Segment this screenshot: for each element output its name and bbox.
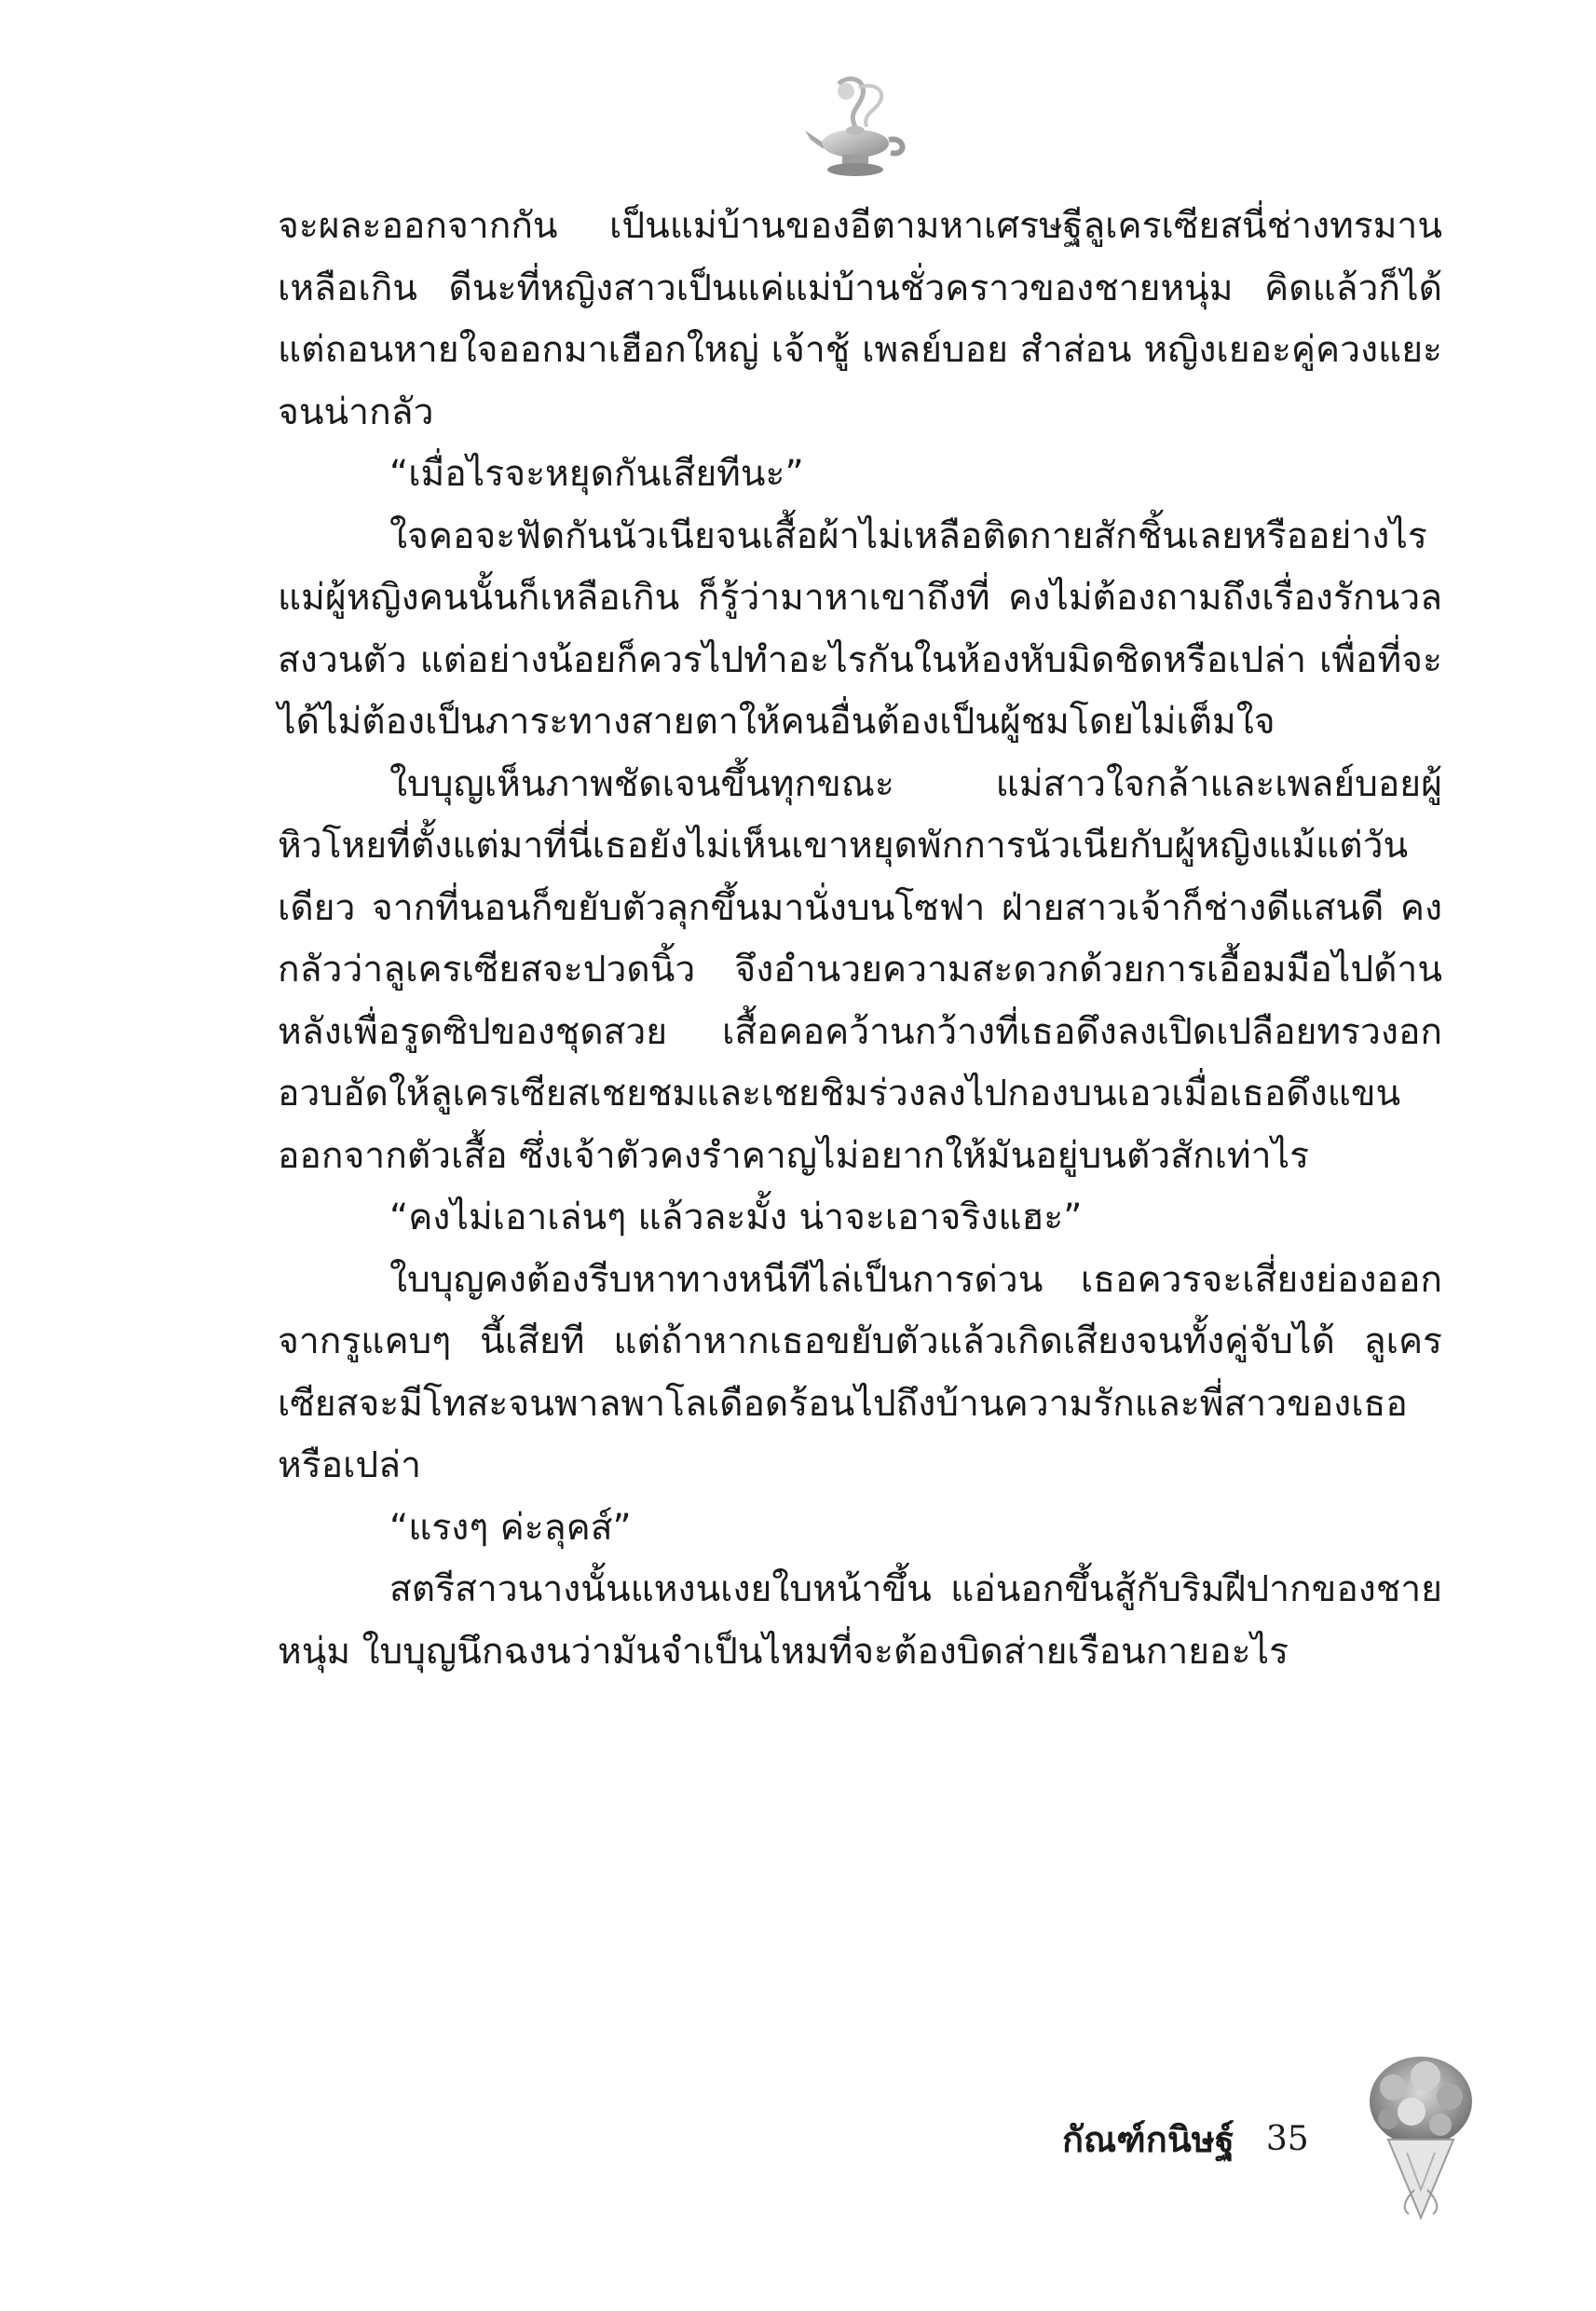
body-text: [278, 196, 1442, 1683]
page-footer: [1062, 2097, 1309, 2181]
paragraph-7-dialogue: “แรงๆ ค่ะลุคส์”: [389, 1506, 632, 1549]
paragraph-5-dialogue: “คงไม่เอาเล่นๆ แล้วละมั้ง น่าจะเอาจริงแฮะ”: [389, 1197, 1083, 1238]
paragraph-6: ใบบุญคงต้องรีบหาทางหนีทีไล่เป็นการด่วน เธอควรจะเสี่ยงย่องออกจากรูแคบๆ นี้เสียที แต่ถ้าหากเธอขยับตัวแล้วเกิดเสียงจนทั้งคู่จับได้ ลูเครเซียสจะมีโทสะจนพาลพาโลเดือดร้อนไปถึงบ้านความรักและพี่สาวของเธอหรือเปล่า: [278, 1258, 1442, 1486]
paragraph-4: ใบบุญเห็นภาพชัดเจนขึ้นทุกขณะ แม่สาวใจกล้าและเพลย์บอยผู้หิวโหยที่ตั้งแต่มาที่นี่เธอยังไม่เห็นเขาหยุดพักการนัวเนียกับผู้หญิงแม้แต่วันเดียว จากที่นอนก็ขยับตัวลุกขึ้นมานั่งบนโซฟา ฝ่ายสาวเจ้าก็ช่างดีแสนดี คงกลัวว่าลูเครเซียสจะปวดนิ้ว จึงอำนวยความสะดวกด้วยการเอื้อมมือไปด้านหลังเพื่อรูดซิปของชุดสวย เสื้อคอคว้านกว้างที่เธอดึงลงเปิดเปลือยทรวงอกอวบอัดให้ลูเครเซียสเชยชมและเชยชิมร่วงลงไปกองบนเอวเมื่อเธอดึงแขนออกจากตัวเสื้อ ซึ่งเจ้าตัวคงรำคาญไม่อยากให้มันอยู่บนตัวสักเท่าไร: [278, 762, 1442, 1177]
paragraph-1: จะผละออกจากกัน เป็นแม่บ้านของอีตามหาเศรษฐีลูเครเซียสนี่ช่างทรมานเหลือเกิน ดีนะที่หญิงสาวเป็นแค่แม่บ้านชั่วคราวของชายหนุ่ม คิดแล้วก็ได้แต่ถอนหายใจออกมาเฮือกใหญ่ เจ้าชู้ เพลย์บอย สำส่อน หญิงเยอะคู่ควงแยะจนน่ากลัว: [278, 205, 1442, 433]
page-number: 35: [1265, 2119, 1309, 2158]
flower-bouquet-icon: [1360, 2050, 1481, 2227]
book-title: กัณฑ์กนิษฐ์: [1062, 2118, 1235, 2160]
paragraph-2-dialogue: “เมื่อไรจะหยุดกันเสียทีนะ”: [389, 453, 804, 495]
paragraph-8: สตรีสาวนางนั้นแหงนเงยใบหน้าขึ้น แอ่นอกขึ้นสู้กับริมฝีปากของชายหนุ่ม ใบบุญนึกฉงนว่ามันจำเป็นไหมที่จะต้องบิดส่ายเรือนกายอะไร: [278, 1568, 1442, 1673]
paragraph-3: ใจคอจะฟัดกันนัวเนียจนเสื้อผ้าไม่เหลือติดกายสักชิ้นเลยหรืออย่างไร แม่ผู้หญิงคนนั้นก็เหลือเกิน ก็รู้ว่ามาหาเขาถึงที่ คงไม่ต้องถามถึงเรื่องรักนวลสงวนตัว แต่อย่างน้อยก็ควรไปทำอะไรกันในห้องหับมิดชิดหรือเปล่า เพื่อที่จะได้ไม่ต้องเป็นภาระทางสายตาให้คนอื่นต้องเป็นผู้ชมโดยไม่เต็มใจ: [278, 514, 1442, 743]
lamp-with-genie-icon: [801, 75, 913, 182]
